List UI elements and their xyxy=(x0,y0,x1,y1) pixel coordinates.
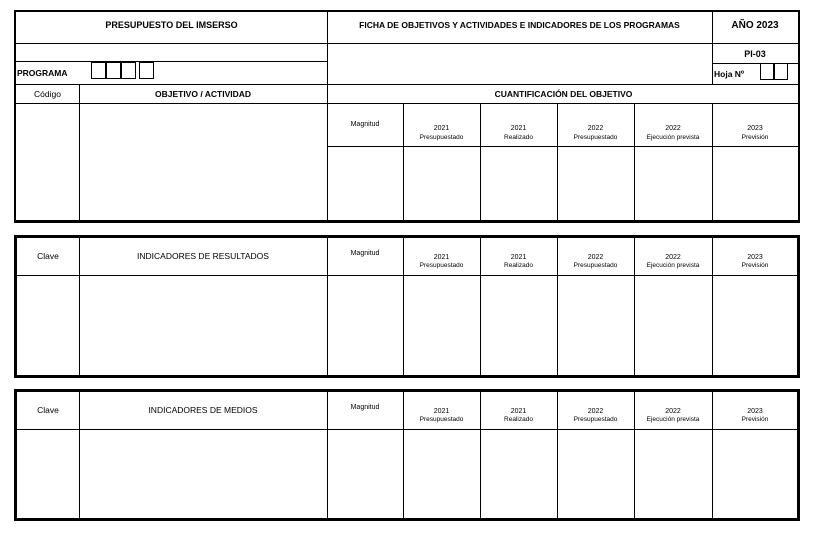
objetivo-header: OBJETIVO / ACTIVIDAD xyxy=(154,89,252,99)
period-label: Presupuestado xyxy=(419,262,464,269)
objectives-form xyxy=(14,10,800,223)
programa-box[interactable] xyxy=(106,62,121,79)
divider xyxy=(14,84,800,85)
hoja-box[interactable] xyxy=(773,63,788,80)
period-label: Presupuestado xyxy=(573,262,618,269)
period-label: Realizado xyxy=(504,134,533,141)
period-year: 2023 xyxy=(747,125,763,132)
period-label: Realizado xyxy=(504,416,533,423)
period-year: 2022 xyxy=(665,408,681,415)
period-year: 2022 xyxy=(587,125,604,132)
clave-header: Clave xyxy=(37,251,59,261)
period-year: 2022 xyxy=(587,254,604,261)
divider xyxy=(14,275,800,276)
period-year: 2021 xyxy=(433,125,450,132)
divider xyxy=(14,43,800,44)
period-label: Presupuestado xyxy=(573,416,618,423)
period-year: 2023 xyxy=(747,408,763,415)
divider xyxy=(14,61,327,62)
divider xyxy=(634,103,635,223)
divider xyxy=(403,103,404,223)
period-year: 2021 xyxy=(433,408,450,415)
period-label: Realizado xyxy=(504,262,533,269)
divider xyxy=(14,103,800,104)
magnitud-header: Magnitud xyxy=(350,121,380,128)
means-title: INDICADORES DE MEDIOS xyxy=(148,405,258,415)
results-title: INDICADORES DE RESULTADOS xyxy=(137,251,269,261)
programa-box[interactable] xyxy=(139,62,154,79)
period-label: Previsión xyxy=(741,262,769,269)
programa-box[interactable] xyxy=(91,62,106,79)
period-year: 2022 xyxy=(587,408,604,415)
year-label: AÑO 2023 xyxy=(731,20,779,31)
period-label: Presupuestado xyxy=(573,134,618,141)
codigo-header: Código xyxy=(34,89,61,99)
period-label: Presupuestado xyxy=(419,134,464,141)
period-year: 2022 xyxy=(665,125,681,132)
period-label: Presupuestado xyxy=(419,416,464,423)
period-label: Previsión xyxy=(741,416,769,423)
period-year: 2021 xyxy=(510,408,527,415)
sheet-title: FICHA DE OBJETIVOS Y ACTIVIDADES E INDICADORES DE LOS PROGRAMAS xyxy=(359,20,680,30)
divider xyxy=(79,84,80,223)
divider xyxy=(14,429,800,430)
sheet-code: PI-03 xyxy=(744,49,766,59)
divider xyxy=(327,10,328,223)
programa-label: PROGRAMA xyxy=(17,68,68,78)
period-year: 2021 xyxy=(433,254,450,261)
period-year: 2022 xyxy=(665,254,681,261)
budget-title: PRESUPUESTO DEL IMSERSO xyxy=(105,20,238,30)
divider xyxy=(557,103,558,223)
divider xyxy=(712,103,713,223)
period-year: 2021 xyxy=(510,125,527,132)
magnitud-header: Magnitud xyxy=(350,404,380,411)
divider xyxy=(327,146,800,147)
period-label: Ejecución prevista xyxy=(646,262,700,269)
period-year: 2021 xyxy=(510,254,527,261)
period-label: Ejecución prevista xyxy=(646,134,700,141)
period-label: Ejecución prevista xyxy=(646,416,700,423)
programa-box[interactable] xyxy=(121,62,136,79)
period-year: 2023 xyxy=(747,254,763,261)
magnitud-header: Magnitud xyxy=(350,250,380,257)
period-label: Previsión xyxy=(741,134,769,141)
clave-header: Clave xyxy=(37,405,59,415)
cuantificacion-header: CUANTIFICACIÓN DEL OBJETIVO xyxy=(494,89,633,99)
hoja-label: Hoja Nº xyxy=(714,69,745,79)
divider xyxy=(480,103,481,223)
